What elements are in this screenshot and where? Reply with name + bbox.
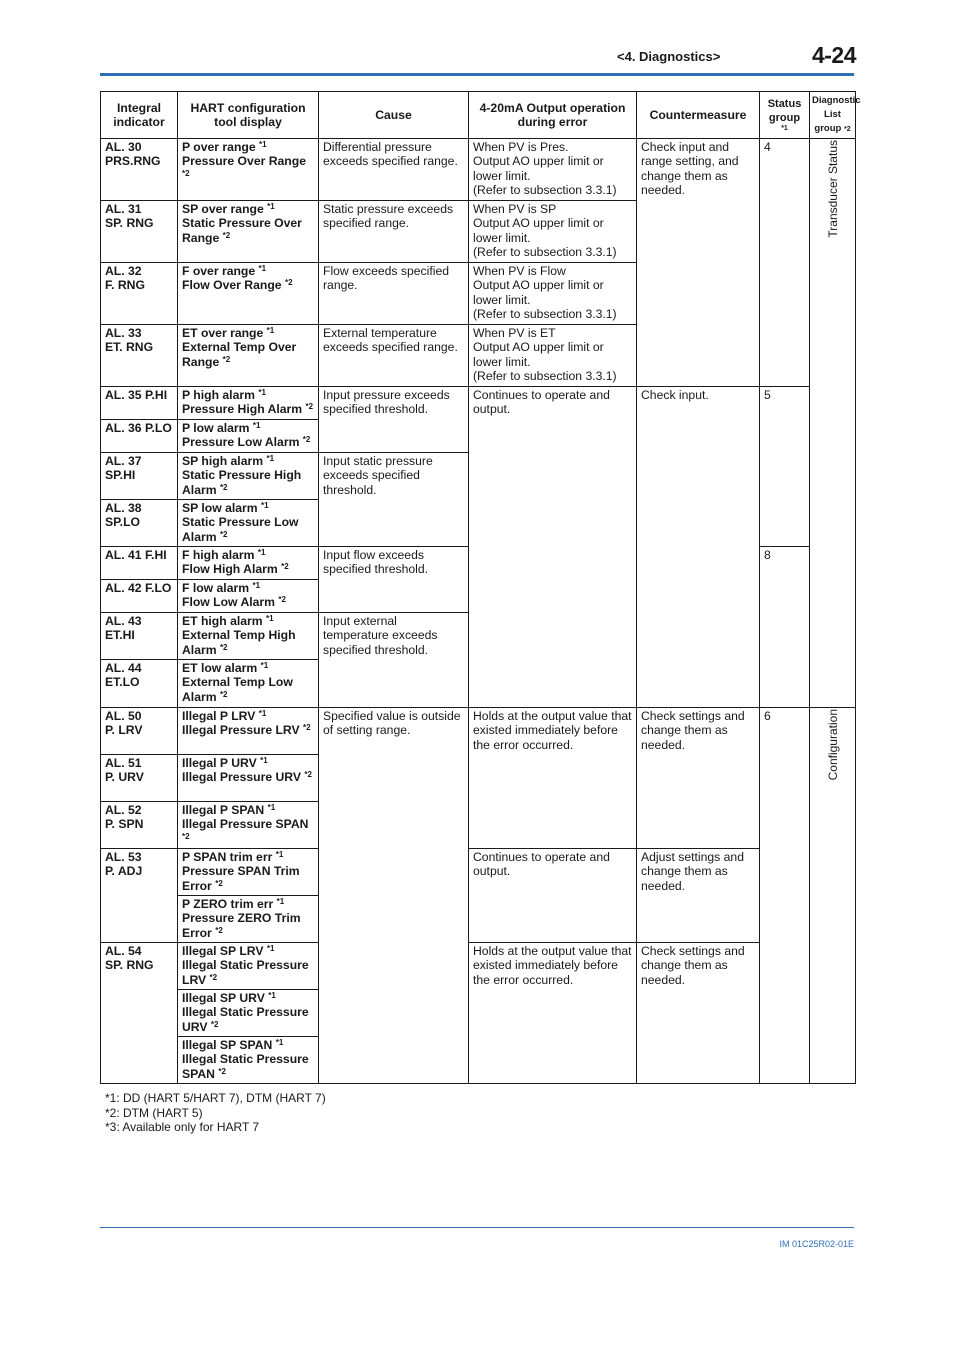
diagnostic-list-cell <box>810 708 856 1084</box>
output-cell: Continues to operate and output. <box>469 387 637 708</box>
hart-display-cell: F high alarm $^{*1}$ Flow High Alarm $^{*2}$ <box>178 547 319 580</box>
table-row <box>101 943 856 990</box>
footnote: *3: Available only for HART 7 <box>105 1120 260 1134</box>
footer-rule <box>100 1227 854 1228</box>
countermeasure-cell: Check settings and change them as needed. <box>637 943 760 1084</box>
col-header-status-group-label: Status group <box>767 98 802 124</box>
footnote: *2: DTM (HART 5) <box>105 1105 203 1120</box>
output-cell: When PV is Flow Output AO upper limit or lower limit. (Refer to subsection 3.3.1) <box>469 263 637 325</box>
col-header-indicator: Integral indicator <box>101 92 178 139</box>
col-header-hart: HART configuration tool display <box>178 92 319 139</box>
indicator-cell: AL. 30 PRS.RNG <box>101 139 178 201</box>
table-row <box>101 708 856 755</box>
col-header-diagnostic-list <box>810 92 861 139</box>
countermeasure-cell: Check settings and change them as needed. <box>637 708 760 849</box>
table-row <box>101 387 856 420</box>
table-header-row <box>101 92 856 139</box>
col-header-status-group <box>760 92 810 139</box>
table-row <box>101 139 856 201</box>
hart-display-cell: ET low alarm $^{*1}$ External Temp Low Alarm $^{*2}$ <box>178 660 319 708</box>
hart-display-cell: Illegal P SPAN $^{*1}$ Illegal Pressure SPAN $^{*2}$ <box>178 802 319 849</box>
indicator-cell: AL. 51 P. URV <box>101 755 178 802</box>
diagnostic-list-cell <box>810 139 856 708</box>
hart-display-cell: Illegal SP SPAN $^{*1}$ Illegal Static Pressure SPAN $^{*2}$ <box>178 1037 319 1084</box>
col-header-diagnostic-list-label: Diagnostic List group <box>812 94 861 134</box>
indicator-cell: AL. 38 SP.LO <box>101 500 178 547</box>
hart-display-cell: Illegal P URV $^{*1}$ Illegal Pressure URV $^{*2}$ <box>178 755 319 802</box>
cause-cell: Input external temperature exceeds specified threshold. <box>319 613 469 708</box>
cause-cell: Flow exceeds specified range. <box>319 263 469 325</box>
countermeasure-cell: Check input and range setting, and change them as needed. <box>637 139 760 387</box>
output-cell: Holds at the output value that existed immediately before the error occurred. <box>469 708 637 849</box>
status-group-cell: 6 <box>760 708 810 1084</box>
indicator-cell: AL. 36 P.LO <box>101 420 178 453</box>
diagnostic-list-label: Configuration <box>825 709 840 781</box>
hart-display-cell: F low alarm $^{*1}$ Flow Low Alarm $^{*2}$ <box>178 580 319 613</box>
output-cell: Continues to operate and output. <box>469 849 637 943</box>
cause-cell: Input static pressure exceeds specified threshold. <box>319 453 469 547</box>
indicator-cell: AL. 53 P. ADJ <box>101 849 178 943</box>
hart-display-cell: P low alarm $^{*1}$ Pressure Low Alarm $^{*2}$ <box>178 420 319 453</box>
cause-cell: Specified value is outside of setting range. <box>319 708 469 1084</box>
output-cell: When PV is SP Output AO upper limit or lower limit. (Refer to subsection 3.3.1) <box>469 201 637 263</box>
col-header-diagnostic-list-ref: *2 <box>843 125 851 133</box>
output-cell: When PV is Pres. Output AO upper limit or lower limit. (Refer to subsection 3.3.1) <box>469 139 637 201</box>
cause-cell: Differential pressure exceeds specified range. <box>319 139 469 201</box>
diagnostics-table <box>100 91 861 1084</box>
status-group-cell: 8 <box>760 547 810 708</box>
indicator-cell: AL. 37 SP.HI <box>101 453 178 500</box>
indicator-cell: AL. 33 ET. RNG <box>101 325 178 387</box>
indicator-cell: AL. 35 P.HI <box>101 387 178 420</box>
hart-display-cell: SP over range $^{*1}$ Static Pressure Over Range $^{*2}$ <box>178 201 319 263</box>
hart-display-cell: Illegal SP URV $^{*1}$ Illegal Static Pressure URV $^{*2}$ <box>178 990 319 1037</box>
section-title: <4. Diagnostics> <box>617 49 721 64</box>
diagnostic-list-label: Transducer Status <box>825 140 840 238</box>
cause-cell: Input pressure exceeds specified threshold. <box>319 387 469 453</box>
hart-display-cell: P over range $^{*1}$ Pressure Over Range $^{*2}$ <box>178 139 319 201</box>
col-header-status-group-ref: *1 <box>781 125 788 132</box>
cause-cell: Input flow exceeds specified threshold. <box>319 547 469 613</box>
indicator-cell: AL. 41 F.HI <box>101 547 178 580</box>
hart-display-cell: P ZERO trim err $^{*1}$ Pressure ZERO Trim Error $^{*2}$ <box>178 896 319 943</box>
indicator-cell: AL. 52 P. SPN <box>101 802 178 849</box>
hart-display-cell: Illegal SP LRV $^{*1}$ Illegal Static Pressure LRV $^{*2}$ <box>178 943 319 990</box>
hart-display-cell: P SPAN trim err $^{*1}$ Pressure SPAN Trim Error $^{*2}$ <box>178 849 319 896</box>
indicator-cell: AL. 31 SP. RNG <box>101 201 178 263</box>
hart-display-cell: F over range $^{*1}$ Flow Over Range $^{*2}$ <box>178 263 319 325</box>
hart-display-cell: Illegal P LRV $^{*1}$ Illegal Pressure LRV $^{*2}$ <box>178 708 319 755</box>
hart-display-cell: SP low alarm $^{*1}$ Static Pressure Low Alarm $^{*2}$ <box>178 500 319 547</box>
page-number: 4-24 <box>811 42 856 68</box>
status-group-cell: 4 <box>760 139 810 387</box>
output-cell: When PV is ET Output AO upper limit or lower limit. (Refer to subsection 3.3.1) <box>469 325 637 387</box>
col-header-output: 4-20mA Output operation during error <box>469 92 637 139</box>
footnote: *1: DD (HART 5/HART 7), DTM (HART 7) <box>105 1091 326 1105</box>
indicator-cell: AL. 42 F.LO <box>101 580 178 613</box>
indicator-cell: AL. 54 SP. RNG <box>101 943 178 1084</box>
hart-display-cell: SP high alarm $^{*1}$ Static Pressure High Alarm $^{*2}$ <box>178 453 319 500</box>
document-id: IM 01C25R02-01E <box>779 1239 854 1249</box>
hart-display-cell: P high alarm $^{*1}$ Pressure High Alarm $^{*2}$ <box>178 387 319 420</box>
hart-display-cell: ET over range $^{*1}$ External Temp Over Range $^{*2}$ <box>178 325 319 387</box>
countermeasure-cell: Check input. <box>637 387 760 708</box>
col-header-cause: Cause <box>319 92 469 139</box>
hart-display-cell: ET high alarm $^{*1}$ External Temp High Alarm $^{*2}$ <box>178 613 319 660</box>
indicator-cell: AL. 43 ET.HI <box>101 613 178 660</box>
indicator-cell: AL. 32 F. RNG <box>101 263 178 325</box>
countermeasure-cell: Adjust settings and change them as needed. <box>637 849 760 943</box>
cause-cell: Static pressure exceeds specified range. <box>319 201 469 263</box>
status-group-cell: 5 <box>760 387 810 547</box>
header-rule <box>100 73 854 76</box>
footnotes <box>105 1091 405 1135</box>
col-header-countermeasure: Countermeasure <box>637 92 760 139</box>
indicator-cell: AL. 50 P. LRV <box>101 708 178 755</box>
cause-cell: External temperature exceeds specified range. <box>319 325 469 387</box>
table-row <box>101 849 856 896</box>
indicator-cell: AL. 44 ET.LO <box>101 660 178 708</box>
output-cell: Holds at the output value that existed immediately before the error occurred. <box>469 943 637 1084</box>
